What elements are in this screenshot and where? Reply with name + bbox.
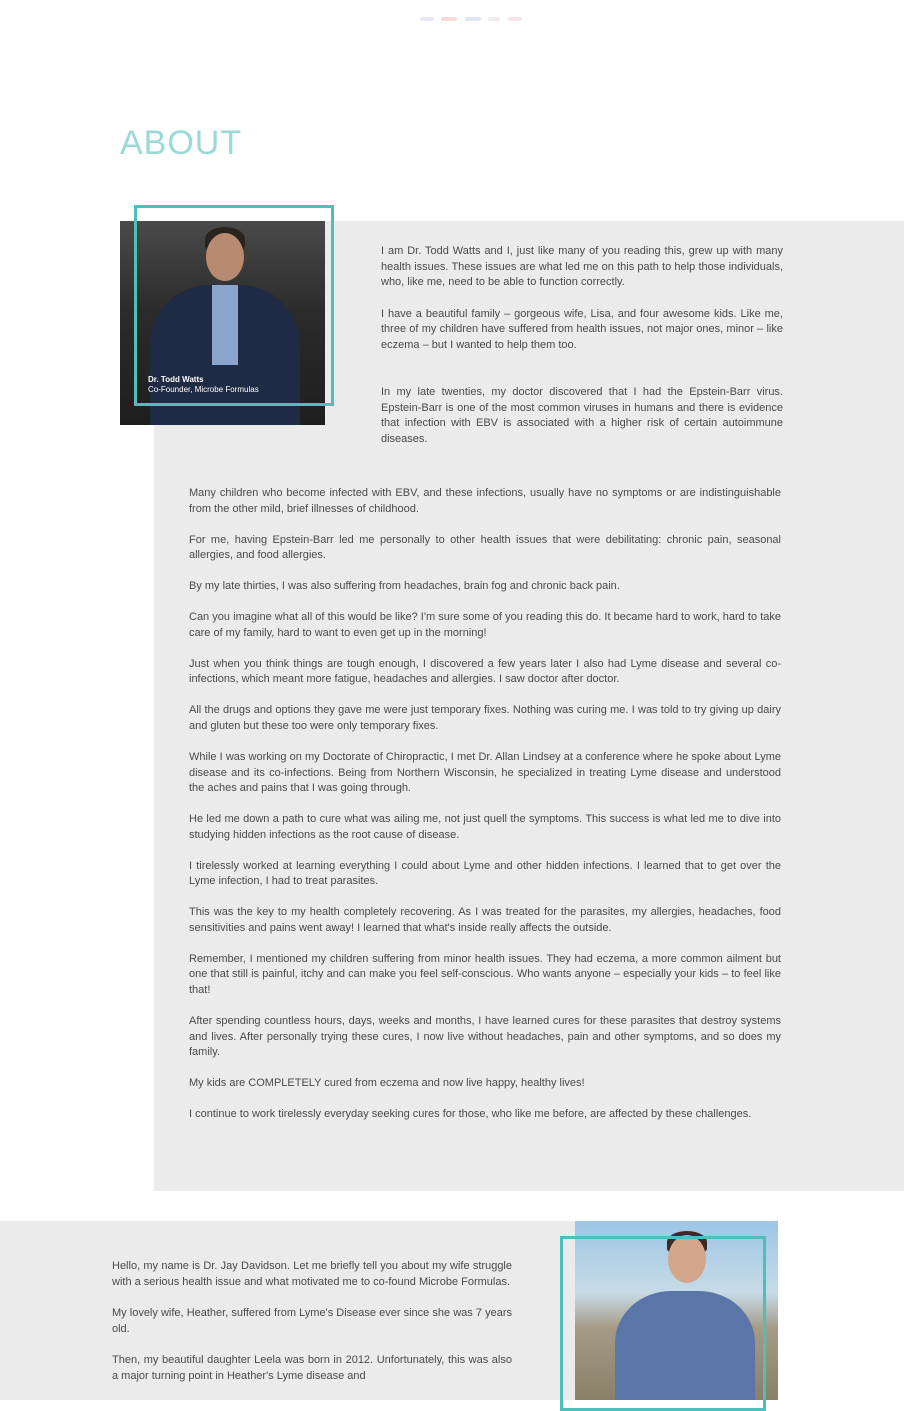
- nav-dot: [488, 17, 500, 21]
- intro-text: [381, 244, 783, 463]
- paragraph: All the drugs and options they gave me were just temporary fixes. Nothing was curing me. I was told to try giving up dairy and gluten but these too were only temporary fixes.: [189, 704, 781, 732]
- paragraph: I continue to work tirelessly everyday seeking cures for those, who like me before, are affected by these challenges.: [189, 1108, 752, 1121]
- page-title: ABOUT: [120, 124, 243, 162]
- paragraph: I tirelessly worked at learning everything I could about Lyme and other hidden infections. I learned that to get over the Lyme infection, I had to treat parasites.: [189, 859, 781, 888]
- paragraph: I am Dr. Todd Watts and I, just like many of you reading this, grew up with many health issues. These issues are what led me on this path to help those individuals, who, like me, need to be able to function correctly.: [381, 245, 783, 288]
- photo-accent-frame: [560, 1236, 766, 1411]
- nav-dot: [508, 17, 522, 21]
- paragraph: Just when you think things are tough enough, I discovered a few years later I also had Lyme disease and several co-infections, which meant more fatigue, headaches and allergies. I saw doctor after doctor.: [189, 657, 781, 686]
- paragraph: After spending countless hours, days, weeks and months, I have learned cures for these parasites that destroy systems and lives. After personally trying these cures, I now live without headaches, pain and other symptoms, and so does my family.: [189, 1015, 781, 1059]
- caption-name: Dr. Todd Watts: [148, 375, 204, 384]
- paragraph: Then, my beautiful daughter Leela was born in 2012. Unfortunately, this was also a major turning point in Heather's Lyme disease and: [112, 1354, 512, 1382]
- paragraph: By my late thirties, I was also suffering from headaches, brain fog and chronic back pain.: [189, 580, 620, 593]
- paragraph: Hello, my name is Dr. Jay Davidson. Let me briefly tell you about my wife struggle with a serious health issue and what motivated me to co-found Microbe Formulas.: [112, 1260, 512, 1288]
- nav-dot: [441, 17, 457, 21]
- paragraph: For me, having Epstein-Barr led me personally to other health issues that were debilitating: chronic pain, seasonal allergies, and food allergies.: [189, 533, 781, 562]
- paragraph: In my late twenties, my doctor discovered that I had the Epstein-Barr virus. Epstein-Barr is one of the most common viruses in humans and there is evidence that infection with EBV is associated with a higher risk of certain autoimmune diseases.: [381, 386, 783, 445]
- paragraph: Many children who become infected with EBV, and these infections, usually have no symptoms or are indistinguishable from the other mild, brief illnesses of childhood.: [189, 487, 781, 515]
- paragraph: While I was working on my Doctorate of Chiropractic, I met Dr. Allan Lindsey at a conference where he spoke about Lyme disease and its co-infections. Being from Northern Wisconsin, he specialized in treating Lyme disease and understood the aches and pains that I was going through.: [189, 751, 781, 795]
- story-text: [189, 486, 781, 1138]
- nav-dot: [465, 17, 481, 21]
- caption-role: Co-Founder, Microbe Formulas: [148, 385, 259, 394]
- jay-text: [112, 1259, 512, 1400]
- paragraph: My lovely wife, Heather, suffered from Lyme's Disease ever since she was 7 years old.: [112, 1307, 512, 1335]
- paragraph: He led me down a path to cure what was ailing me, not just quell the symptoms. This success is what led me to dive into studying hidden infections as the root cause of disease.: [189, 813, 781, 841]
- paragraph: My kids are COMPLETELY cured from eczema and now live happy, healthy lives!: [189, 1077, 585, 1090]
- paragraph: Can you imagine what all of this would be like? I'm sure some of you reading this do. It became hard to work, hard to take care of my family, hard to want to even get up in the morning!: [189, 611, 781, 639]
- top-nav-indicator: [420, 8, 540, 18]
- paragraph: I have a beautiful family – gorgeous wife, Lisa, and four awesome kids. Like me, three of my children have suffered from health issues, not major ones, minor – like eczema – but I wanted to help them too.: [381, 307, 783, 351]
- paragraph: This was the key to my health completely recovering. As I was treated for the parasites, my allergies, headaches, food sensitivities and pains went away! I learned that what's inside really affects the outside.: [189, 906, 781, 934]
- paragraph: Remember, I mentioned my children suffering from minor health issues. They had eczema, a more common ailment but one that still is painful, itchy and can make you feel self-conscious. Who wants anyone – especially your kids – to feel like that!: [189, 952, 781, 996]
- nav-dot: [420, 17, 434, 21]
- photo-accent-frame: [134, 205, 334, 406]
